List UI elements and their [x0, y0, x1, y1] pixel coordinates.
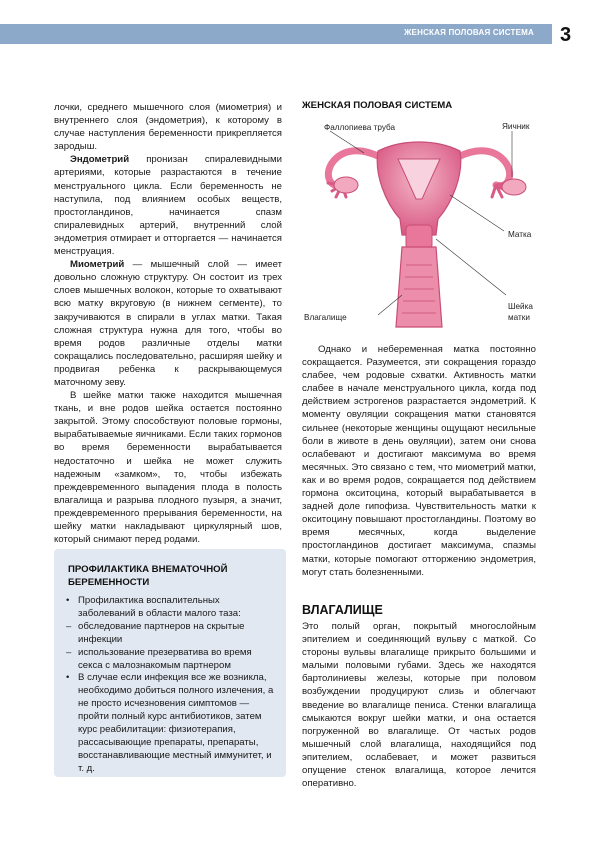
list-marker: •	[66, 595, 70, 606]
term-endometrium: Эндометрий	[70, 154, 130, 166]
list-item	[64, 595, 276, 621]
figure-title: ЖЕНСКАЯ ПОЛОВАЯ СИСТЕМА	[302, 100, 453, 111]
paragraph	[54, 258, 282, 389]
running-header: ЖЕНСКАЯ ПОЛОВАЯ СИСТЕМА	[404, 28, 534, 37]
list-item	[64, 647, 276, 673]
label-cervix-2: матки	[508, 313, 530, 322]
list-item-text: В случае если инфекция все же возникла, необходимо добиться полного излечения, а не просто исчезновения симптомов — пройти полный курс антибиотиков, затем курс реабилитации: физиотерапия, рассасывающие препараты, препараты, восстанавливающие местный иммунитет, и т. д.	[78, 672, 274, 774]
label-uterus: Матка	[508, 230, 532, 239]
sidebar-list	[64, 595, 276, 776]
label-cervix-1: Шейка	[508, 302, 533, 311]
left-column	[54, 101, 282, 546]
left-ovary	[334, 177, 358, 193]
label-fallopian-tube: Фаллопиева труба	[324, 123, 396, 132]
paragraph: лочки, среднего мышечного слоя (миометрия) и внутреннего слоя (эндометрия), к которому в случае наступления беременности прикрепляется зародыш.	[54, 102, 282, 153]
female-reproductive-diagram	[302, 115, 536, 335]
right-ovary	[502, 179, 526, 195]
paragraph: В шейке матки также находится мышечная ткань, и вне родов шейка остается постоянно закрытой. Этому способствуют половые гормоны, вырабатываемые яичниками. Если таких гормонов во время беременности вырабатывается недостаточно и шейка не может служить надежным «замком», то, чтобы избежать преждевременного выпадения плода в полость влагалища и разрыва плодного пузыря, а значит, преждевременного прерывания беременности, на шейку матки накладывают циркулярный шов, который снимают перед родами.	[54, 390, 282, 546]
paragraph-text: — мышечный слой — имеет довольно сложную структуру. Он состоит из трех слоев мышечных волокон, которые то охватывают всю матку вкруговую (в нижнем сегменте), то закручиваются в спирали в углах матки. Такая сложная структура нужна для того, чтобы во время родов различные отделы матки сокращались последовательно, расширяя шейку и продвигая ребенка к раскрывающемуся маточному зеву.	[54, 259, 282, 388]
paragraph: Это полый орган, покрытый многослойным эпителием и соединяющий вульву с маткой. Со стороны вульвы влагалище прикрыто большими и малыми половыми губами. Здесь же находятся бартолиниевы железы, которые при половом возбуждении продуцируют слизь и облегчают введение во влагалище пениса. Стенки влагалища смыкаются вокруг шейки матки, и она остается погруженной во влагалище. От частых родов мышечный слой влагалища, находящийся под эпителием, ослабевает, и может развиться опущение стенок влагалища, которое лечится оперативно.	[302, 621, 536, 790]
list-marker: •	[66, 672, 70, 684]
paragraph: Однако и небеременная матка постоянно сокращается. Разумеется, эти сокращения гораздо слабее, чем родовые схватки. Активность матки слабее в начале менструального цикла, когда под действием эстрогенов разрастается эндометрий. К моменту овуляции сокращения матки становятся сильнее (некоторые женщины ощущают несильные боли в животе в день овуляции), затем они снова ослабевают и достигают максимума во время месячных. Это связано с тем, что миометрий матки, как и во время родов, сокращается под действием гормона окситоцина, который вырабатывается в задней доле гипофиза. Чувствительность матки к окситоцину повышают простогландины. Поэтому во время месячных, когда выделение простогландинов достигает максимума, спазмы матки, которые помогают отторжению эндометрия, могут стать болезненными.	[302, 344, 536, 578]
list-item-text: использование презерватива во время секса с малознакомым партнером	[78, 646, 252, 671]
page-number: 3	[560, 24, 572, 46]
cervix	[406, 225, 432, 249]
right-column-section	[302, 620, 536, 790]
label-vagina: Влагалище	[304, 313, 347, 322]
sidebar-box-title: ПРОФИЛАКТИКА ВНЕМАТОЧНОЙ БЕРЕМЕННОСТИ	[68, 564, 228, 588]
right-column	[302, 343, 536, 579]
vagina	[396, 247, 442, 327]
label-ovary: Яичник	[502, 122, 530, 131]
term-myometrium: Миометрий	[70, 259, 125, 271]
right-fallopian-tube	[458, 151, 510, 186]
paragraph	[54, 153, 282, 258]
list-marker: –	[66, 620, 72, 632]
section-heading-vagina: ВЛАГАЛИЩЕ	[302, 603, 383, 617]
list-item	[64, 621, 276, 647]
paragraph-text: пронизан спиралевидными артериями, которые разрастаются в течение менструального цикла. Если беременность не наступила, под влиянием особых веществ, простогландинов, начинается спазм спиралевидных артерий, внутренний слой эндометрия отмирает и отторгается — начинается менструация.	[54, 154, 282, 258]
list-marker: –	[66, 646, 72, 658]
sidebar-box	[54, 549, 286, 777]
list-item-text: Профилактика воспалительных заболеваний в области малого таза:	[78, 595, 241, 619]
list-item-text: обследование партнеров на скрытые инфекции	[78, 620, 245, 645]
list-item	[64, 672, 276, 775]
